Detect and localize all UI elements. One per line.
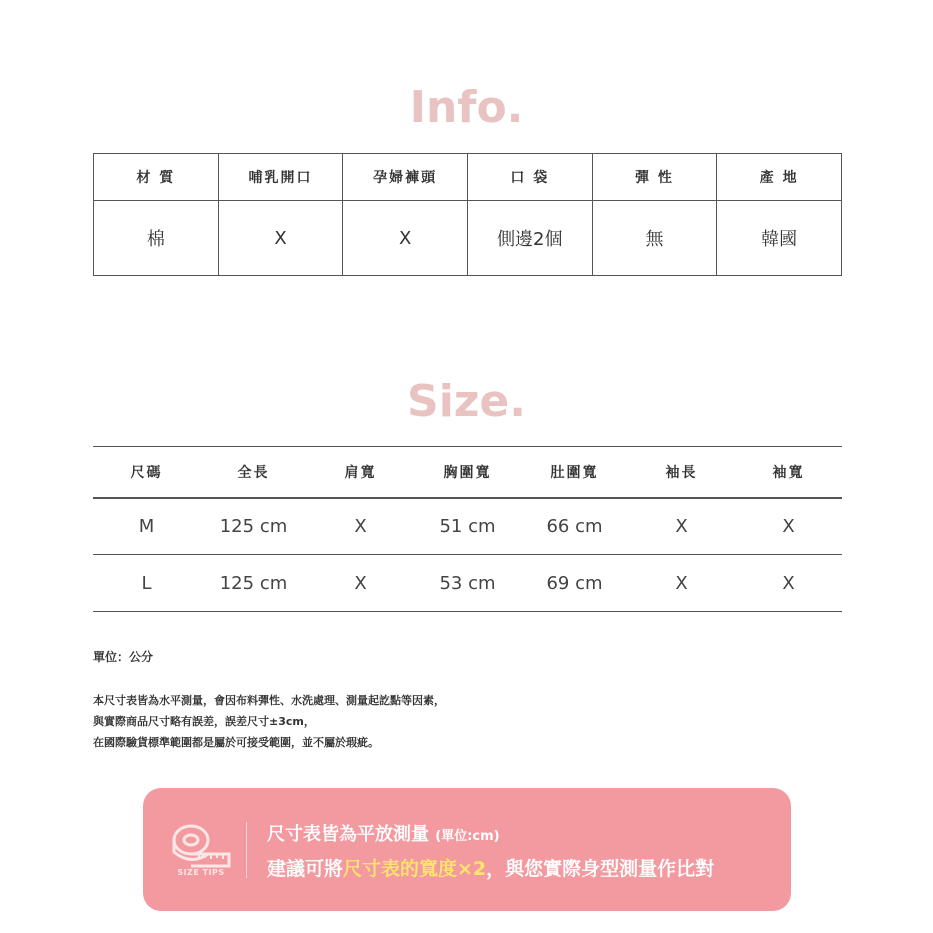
info-header-cell: 材 質 xyxy=(94,154,219,201)
size-cell: X xyxy=(735,498,842,555)
size-cell: 53 cm xyxy=(414,555,521,612)
info-title: Info. xyxy=(409,82,524,133)
size-cell: X xyxy=(628,498,735,555)
info-value-cell: 側邊2個 xyxy=(467,201,592,276)
size-header-cell: 袖寬 xyxy=(735,447,842,498)
size-cell: X xyxy=(307,555,414,612)
tips-line1-main: 尺寸表皆為平放測量 xyxy=(267,824,429,845)
tips-line2-highlight: 尺寸表的寬度×2 xyxy=(343,858,487,880)
table-row xyxy=(93,498,842,555)
size-header-row xyxy=(93,447,842,498)
info-value-row xyxy=(94,201,842,276)
measuring-tape-icon xyxy=(171,822,231,872)
info-header-cell: 彈 性 xyxy=(592,154,717,201)
info-value-cell: 韓國 xyxy=(717,201,842,276)
size-header-cell: 肚圍寬 xyxy=(521,447,628,498)
note-line: 在國際驗貨標準範圍都是屬於可接受範圍，並不屬於瑕疵。 xyxy=(93,736,379,749)
info-value-cell: X xyxy=(343,201,468,276)
info-header-cell: 孕婦褲頭 xyxy=(343,154,468,201)
size-cell: X xyxy=(628,555,735,612)
tips-line2-prefix: 建議可將 xyxy=(267,858,344,880)
size-tips-label: SIZE TIPS xyxy=(177,868,225,877)
info-table xyxy=(93,153,842,276)
info-value-cell: X xyxy=(218,201,343,276)
size-header-cell: 肩寬 xyxy=(307,447,414,498)
size-table xyxy=(93,446,842,612)
table-row xyxy=(93,555,842,612)
size-header-cell: 尺碼 xyxy=(93,447,200,498)
size-header-cell: 胸圍寬 xyxy=(414,447,521,498)
info-value-cell: 無 xyxy=(592,201,717,276)
size-cell: 51 cm xyxy=(414,498,521,555)
size-cell: 66 cm xyxy=(521,498,628,555)
size-cell: L xyxy=(93,555,200,612)
size-header-cell: 袖長 xyxy=(628,447,735,498)
tips-divider xyxy=(246,822,247,878)
size-tips-banner xyxy=(143,788,791,911)
tips-line1-unit: (單位:cm) xyxy=(435,829,500,844)
tips-line-2 xyxy=(267,854,714,881)
info-header-cell: 口 袋 xyxy=(467,154,592,201)
size-cell: 125 cm xyxy=(200,498,307,555)
info-header-cell: 哺乳開口 xyxy=(218,154,343,201)
tips-line2-suffix: ，與您實際身型測量作比對 xyxy=(486,858,715,880)
size-header-cell: 全長 xyxy=(200,447,307,498)
measurement-notes xyxy=(93,690,445,753)
size-cell: M xyxy=(93,498,200,555)
note-line: 與實際商品尺寸略有誤差，誤差尺寸±3cm， xyxy=(93,715,315,728)
size-cell: 69 cm xyxy=(521,555,628,612)
info-value-cell: 棉 xyxy=(94,201,219,276)
note-line: 本尺寸表皆為水平測量，會因布料彈性、水洗處理、測量起訖點等因素， xyxy=(93,694,445,707)
unit-note: 單位：公分 xyxy=(93,650,154,664)
size-title: Size. xyxy=(407,376,526,427)
size-cell: 125 cm xyxy=(200,555,307,612)
info-header-row xyxy=(94,154,842,201)
info-header-cell: 產 地 xyxy=(717,154,842,201)
size-cell: X xyxy=(735,555,842,612)
tips-line-1 xyxy=(267,820,500,846)
size-cell: X xyxy=(307,498,414,555)
